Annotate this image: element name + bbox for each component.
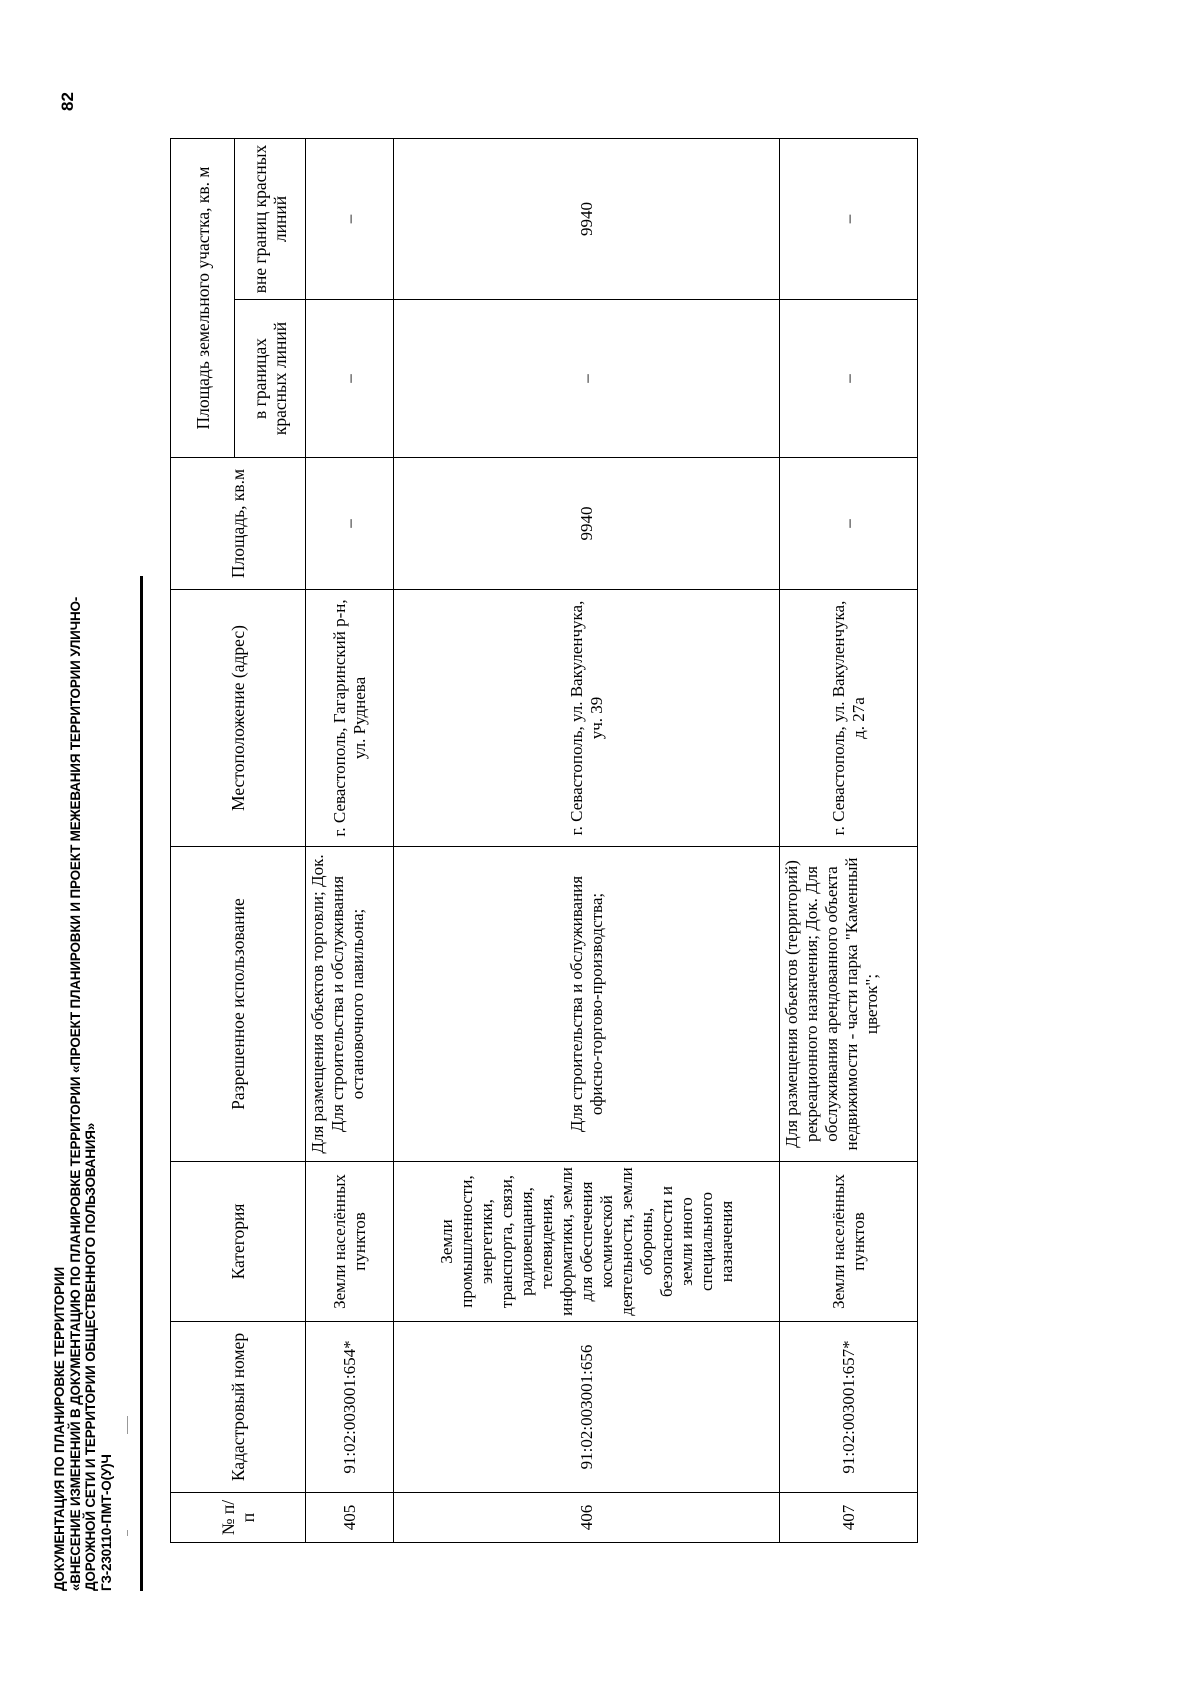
header-within-red: в границах красных линий xyxy=(235,300,306,458)
header-area: Площадь, кв.м xyxy=(171,458,306,590)
cell-outside-red: – xyxy=(306,138,394,299)
header-line-2: «ВНЕСЕНИЕ ИЗМЕНЕНИЙ В ДОКУМЕНТАЦИЮ ПО ПЛАНИРОВКЕ ТЕРРИТОРИИ «ПРОЕКТ ПЛАНИРОВКИ И ПРОЕКТ МЕЖЕВАНИЯ ТЕРРИТОРИИ УЛИЧНО- xyxy=(67,596,83,1591)
header-cadastral: Кадастровый номер xyxy=(171,1322,306,1493)
header-rule xyxy=(140,576,143,1591)
cell-cadastral: 91:02:003001:654* xyxy=(306,1322,394,1493)
cell-area: – xyxy=(780,458,918,590)
cell-area: 9940 xyxy=(394,458,780,590)
scan-mark xyxy=(127,1416,128,1434)
header-outside-red: вне границ красных линий xyxy=(235,138,306,299)
header-plot-area: Площадь земельного участка, кв. м xyxy=(171,138,235,457)
cell-num: 407 xyxy=(780,1493,918,1543)
scan-mark xyxy=(127,1530,128,1536)
table-row xyxy=(780,138,918,1542)
cell-category: Земли промышленности, энергетики, транспорта, связи, радиовещания, телевидения, информатики, земли для обеспечения космической деятельности, земли обороны, безопасности и земли иного специального назначения xyxy=(394,1162,780,1322)
header-location: Местоположение (адрес) xyxy=(171,590,306,847)
table-row xyxy=(306,138,394,1542)
cell-within-red: – xyxy=(780,300,918,458)
cell-within-red: – xyxy=(394,300,780,458)
cell-permitted-use: Для размещения объектов (территорий) рекреационного назначения; Док. Для обслуживания арендованного объекта недвижимости - части парка "Каменный цветок"; xyxy=(780,847,918,1162)
cell-category: Земли населённых пунктов xyxy=(306,1162,394,1322)
header-num: № п/п xyxy=(171,1493,306,1543)
header-line-4: ГЗ-230110-ПМТ-О(У)Ч xyxy=(98,1454,114,1591)
cell-outside-red: 9940 xyxy=(394,138,780,299)
cell-location: г. Севастополь, ул. Вакуленчука, уч. 39 xyxy=(394,590,780,847)
header-line-3: ДОРОЖНОЙ СЕТИ И ТЕРРИТОРИИ ОБЩЕСТВЕННОГО ПОЛЬЗОВАНИЯ» xyxy=(83,1122,98,1591)
land-plots-table xyxy=(170,138,918,1543)
header-line-1: ДОКУМЕНТАЦИЯ ПО ПЛАНИРОВКЕ ТЕРРИТОРИИ xyxy=(52,1266,67,1591)
cell-permitted-use: Для строительства и обслуживания офисно-торгово-производства; xyxy=(394,847,780,1162)
cell-cadastral: 91:02:003001:657* xyxy=(780,1322,918,1493)
cell-location: г. Севастополь, Гагаринский р-н, ул. Руднева xyxy=(306,590,394,847)
cell-num: 405 xyxy=(306,1493,394,1543)
table-row xyxy=(394,138,780,1542)
cell-category: Земли населённых пунктов xyxy=(780,1162,918,1322)
cell-within-red: – xyxy=(306,300,394,458)
document-header xyxy=(52,211,114,1591)
header-category: Категория xyxy=(171,1162,306,1322)
cell-num: 406 xyxy=(394,1493,780,1543)
cell-cadastral: 91:02:003001:656 xyxy=(394,1322,780,1493)
page-number: 82 xyxy=(58,92,77,111)
cell-outside-red: – xyxy=(780,138,918,299)
header-permitted-use: Разрешенное использование xyxy=(171,847,306,1162)
cell-location: г. Севастополь, ул. Вакуленчука, д. 27а xyxy=(780,590,918,847)
cell-permitted-use: Для размещения объектов торговли; Док. Для строительства и обслуживания остановочного павильона; xyxy=(306,847,394,1162)
cell-area: – xyxy=(306,458,394,590)
